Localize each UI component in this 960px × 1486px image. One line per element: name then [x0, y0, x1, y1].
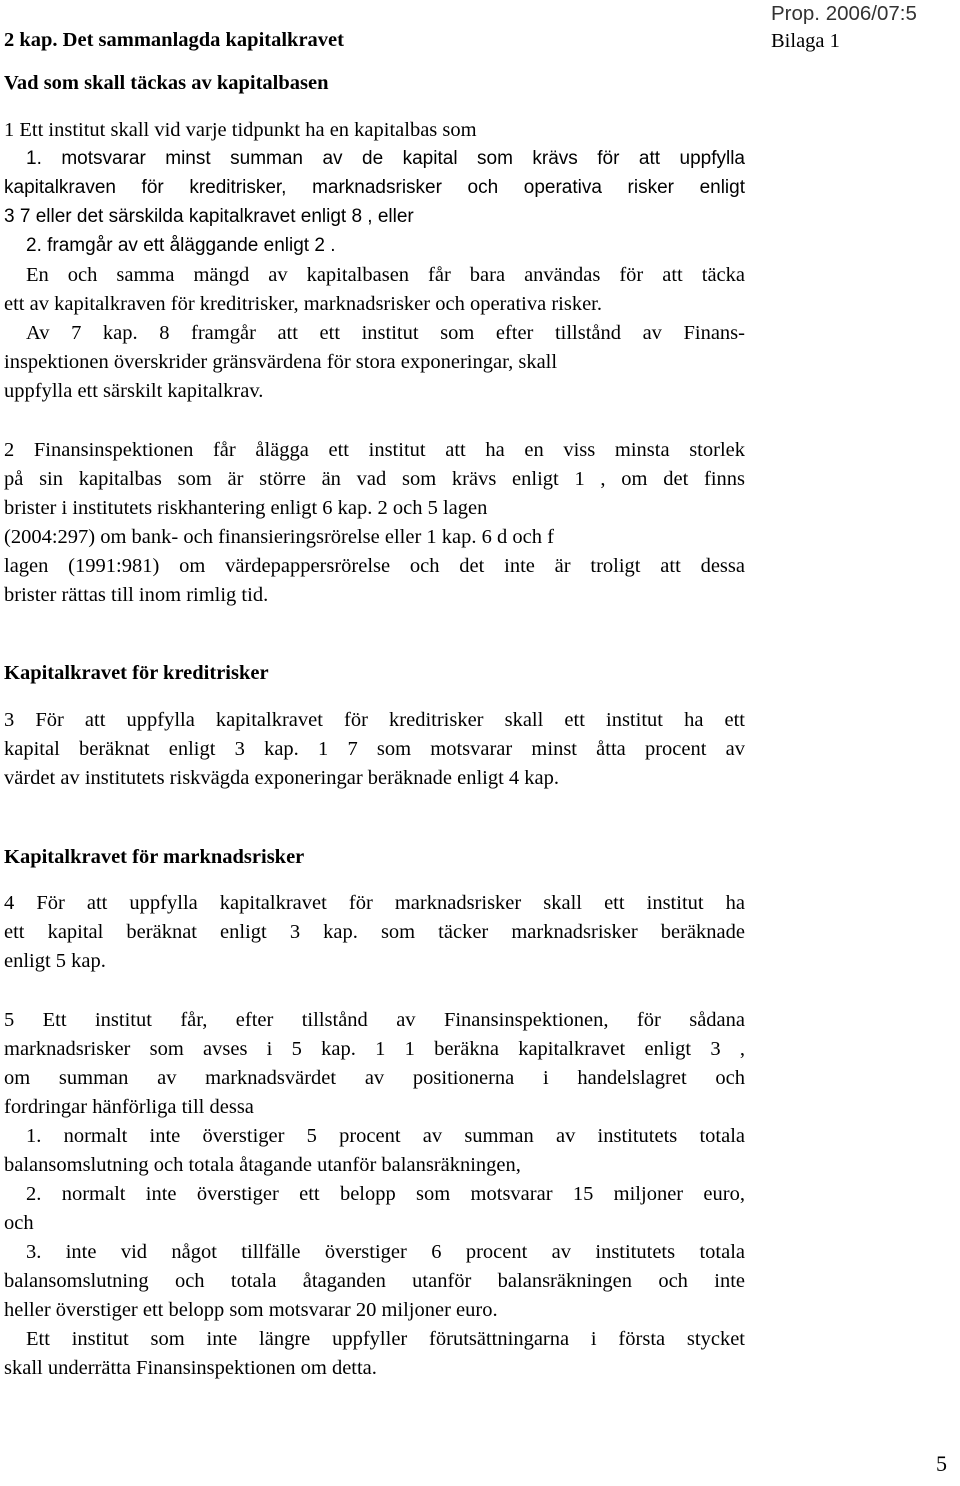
para4-line-1: 4 För att uppfylla kapitalkravet för marknadsrisker skall ett institut ha — [4, 892, 745, 914]
para5-line-9: 3. inte vid något tillfälle överstiger 6 procent av institutets totala — [26, 1241, 745, 1263]
para2-line-2: på sin kapitalbas som är större än vad som krävs enligt 1 , om det finns — [4, 468, 745, 490]
para4-line-3: enligt 5 kap. — [4, 950, 106, 972]
para1-line-6: En och samma mängd av kapitalbasen får bara användas för att täcka — [26, 264, 745, 286]
para2-line-4: (2004:297) om bank- och finansieringsrörelse eller 1 kap. 6 d och f — [4, 526, 554, 548]
prop-reference: Prop. 2006/07:5 — [771, 2, 917, 25]
para5-line-8: och — [4, 1212, 34, 1234]
para5-line-7: 2. normalt inte överstiger ett belopp som motsvarar 15 miljoner euro, — [26, 1183, 745, 1205]
para3-line-3: värdet av institutets riskvägda exponeringar beräknade enligt 4 kap. — [4, 767, 560, 789]
para5-line-1: 5 Ett institut får, efter tillstånd av Finansinspektionen, för sådana — [4, 1009, 745, 1031]
para5-line-10: balansomslutning och totala åtaganden utanför balansräkningen och inte — [4, 1270, 745, 1292]
para5-line-2: marknadsrisker som avses i 5 kap. 1 1 beräkna kapitalkravet enligt 3 , — [4, 1038, 745, 1060]
heading-marknadsrisker: Kapitalkravet för marknadsrisker — [4, 846, 305, 868]
bilaga-label: Bilaga 1 — [771, 30, 840, 52]
para5-line-11: heller överstiger ett belopp som motsvarar 20 miljoner euro. — [4, 1299, 498, 1321]
page-number: 5 — [936, 1451, 947, 1476]
para2-line-6: brister rättas till inom rimlig tid. — [4, 584, 269, 606]
para2-line-5: lagen (1991:981) om värdepappersrörelse och det inte är troligt att dessa — [4, 555, 745, 577]
para4-line-2: ett kapital beräknat enligt 3 kap. som täcker marknadsrisker beräknade — [4, 921, 745, 943]
para5-line-6: balansomslutning och totala åtagande utanför balansräkningen, — [4, 1154, 521, 1176]
para1-line-9: inspektionen överskrider gränsvärdena för stora exponeringar, skall — [4, 351, 558, 373]
para5-line-12: Ett institut som inte längre uppfyller förutsättningarna i första stycket — [26, 1328, 745, 1350]
para1-line-8: Av 7 kap. 8 framgår att ett institut som efter tillstånd av Finans- — [26, 322, 745, 344]
para1-line-4: 3 7 eller det särskilda kapitalkravet enligt 8 , eller — [4, 206, 414, 227]
para1-line-2: 1. motsvarar minst summan av de kapital som krävs för att uppfylla — [26, 148, 745, 169]
para5-line-4: fordringar hänförliga till dessa — [4, 1096, 254, 1118]
para3-line-1: 3 För att uppfylla kapitalkravet för kreditrisker skall ett institut ha ett — [4, 709, 745, 731]
para1-line-7: ett av kapitalkraven för kreditrisker, marknadsrisker och operativa risker. — [4, 293, 603, 315]
heading-kreditrisker: Kapitalkravet för kreditrisker — [4, 662, 269, 684]
chapter-title: 2 kap. Det sammanlagda kapitalkravet — [4, 29, 344, 51]
section-title: Vad som skall täckas av kapitalbasen — [4, 72, 329, 94]
para1-line-1: 1 Ett institut skall vid varje tidpunkt ha en kapitalbas som — [4, 119, 477, 141]
para2-line-3: brister i institutets riskhantering enligt 6 kap. 2 och 5 lagen — [4, 497, 488, 519]
para2-line-1: 2 Finansinspektionen får ålägga ett institut att ha en viss minsta storlek — [4, 439, 745, 461]
para1-line-10: uppfylla ett särskilt kapitalkrav. — [4, 380, 264, 402]
para1-line-3: kapitalkraven för kreditrisker, marknadsrisker och operativa risker enligt — [4, 177, 745, 198]
para5-line-3: om summan av marknadsvärdet av positionerna i handelslagret och — [4, 1067, 745, 1089]
para3-line-2: kapital beräknat enligt 3 kap. 1 7 som motsvarar minst åtta procent av — [4, 738, 745, 760]
para1-line-5: 2. framgår av ett åläggande enligt 2 . — [26, 235, 336, 256]
para5-line-13: skall underrätta Finansinspektionen om detta. — [4, 1357, 377, 1379]
para5-line-5: 1. normalt inte överstiger 5 procent av summan av institutets totala — [26, 1125, 745, 1147]
